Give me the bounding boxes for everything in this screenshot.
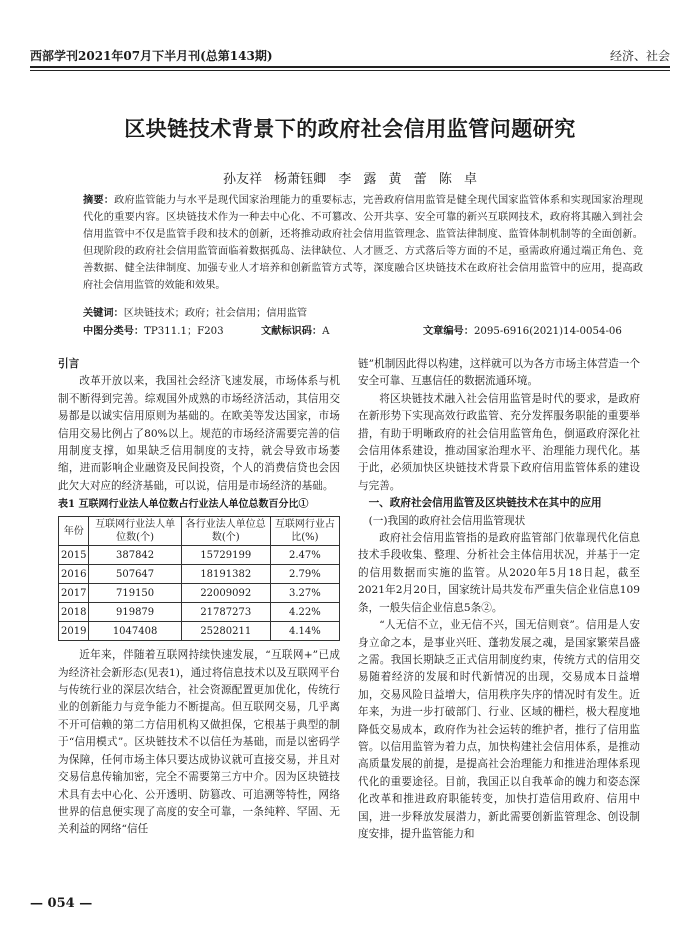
right-column xyxy=(358,356,640,843)
table-header-cell: 互联网行业占比(%) xyxy=(270,517,339,546)
table-header-row xyxy=(59,517,340,546)
data-table xyxy=(58,516,340,641)
table-row xyxy=(59,622,340,641)
abstract xyxy=(83,192,643,294)
keywords xyxy=(83,306,643,321)
document-code: 文献标识码：A xyxy=(261,325,330,337)
table-cell: 2018 xyxy=(59,603,89,622)
table-row xyxy=(59,584,340,603)
table-cell: 2.79% xyxy=(270,565,339,584)
abstract-label: 摘要： xyxy=(83,194,115,206)
table-cell: 3.27% xyxy=(270,584,339,603)
table-row xyxy=(59,603,340,622)
table-row xyxy=(59,546,340,565)
paragraph: 将区块链技术融入社会信用监管是时代的要求，是政府在新形势下实现高效行政监管、充分发挥服务职能的重要举措，有助于明晰政府的社会信用监管角色，倒逼政府深化社会信用体系建设，推动国家治理水平、治理能力现代化。基于此，必须加快区块链技术背景下政府信用监管体系的建设与完善。 xyxy=(358,392,640,492)
article-meta xyxy=(83,322,643,338)
table-cell: 507647 xyxy=(89,565,181,584)
table-cell: 21787273 xyxy=(181,603,270,622)
paragraph: 政府社会信用监管指的是政府监管部门依靠现代化信息技术手段收集、整理、分析社会主体信用状况，并基于一定的信用数据而实施的监管。从2020年5月18日起，截至2021年2月20日，国家统计局共发布严重失信企业信息109条，一般失信企业信息5条②。 xyxy=(358,532,640,614)
paragraph: 近年来，伴随着互联网持续快速发展，“互联网+”已成为经济社会新形态(见表1)，通过将信息技术以及互联网平台与传统行业的深层次结合，社会资源配置更加优化，传统行业的创新能力与竞争能力不断提高。但互联网交易，几乎离不开可信赖的第二方信用机构又做担保，它根基于典型的制于“信用模式”。区块链技术不以信任为基础，而是以密码学为保障，任何市场主体只要达成协议就可直接交易，并且对交易信息传输加密，完全不需要第三方中介。因为区块链技术具有去中心化、公开透明、防篡改、可追溯等特性，网络世界的信息便实现了高度的安全可靠，一条纯粹、罕固、无关利益的网络“信任 xyxy=(58,649,340,836)
table-cell: 2015 xyxy=(59,546,89,565)
article-number: 文章编号：2095-6916(2021)14-0054-06 xyxy=(423,325,622,337)
clc-number: 中图分类号：TP311.1；F203 xyxy=(83,325,224,337)
header-rule-thin xyxy=(30,70,670,71)
table-caption: 表1 互联网行业法人单位数占行业法人单位总数百分比① xyxy=(58,499,309,511)
table-header-cell: 年份 xyxy=(59,517,89,546)
article-authors: 孙友祥 杨萧钰卿 李 露 黄 蕾 陈 卓 xyxy=(223,172,477,187)
table-cell: 2017 xyxy=(59,584,89,603)
table-cell: 4.14% xyxy=(270,622,339,641)
keywords-text: 区块链技术；政府；社会信用；信用监管 xyxy=(123,308,308,319)
table-header-cell: 各行业法人单位总数(个) xyxy=(181,517,270,546)
paragraph: 链”机制因此得以构建，这样就可以为各方市场主体营造一个安全可靠、互惠信任的数据流通环境。 xyxy=(358,358,640,388)
table-cell: 2.47% xyxy=(270,546,339,565)
table-cell: 22009092 xyxy=(181,584,270,603)
section-header: 经济、社会 xyxy=(609,49,670,63)
table-cell: 4.22% xyxy=(270,603,339,622)
table-cell: 1047408 xyxy=(89,622,181,641)
paragraph: “人无信不立，业无信不兴，国无信则衰”。信用是人安身立命之本，是事业兴旺、蓬勃发展之魂，是国家繁荣昌盛之需。我国长期缺乏正式信用制度约束，传统方式的信用交易随着经济的发展和时代新情况的出现，交易成本日益增加，交易风险日益增大，信用秩序失序的情况时有发生。近年来，为进一步打破部门、行业、区域的栅栏，极大程度地降低交易成本，政府作为社会运转的维护者，推行了信用监管。以信用监管为着力点，加快构建社会信用体系，是推动高质量发展的前提，是提高社会治理能力和推进治理体系现代化的重要途径。目前，我国正以自我革命的魄力和姿态深化改革和推进政府职能转变，加快打造信用政府、信用中国，进一步释放发展潜力，新此需要创新监管理念、创设制度安排，提升监管能力和 xyxy=(358,619,640,840)
table-cell: 919879 xyxy=(89,603,181,622)
table-row xyxy=(59,565,340,584)
article-title: 区块链技术背景下的政府社会信用监管问题研究 xyxy=(124,116,576,141)
left-column xyxy=(58,356,340,839)
abstract-text: 政府监管能力与水平是现代国家治理能力的重要标志，完善政府信用监管是健全现代国家监管体系和实现国家治理现代化的重要内容。区块链技术作为一种去中心化、不可篡改、公开共享、安全可靠的新兴互联网技术，政府将其融入到社会信用监管中不仅是监管手段和技术的创新，还将推动政府社会信用监管理念、监管法律制度、监管体制机制等的全面创新。但现阶段的政府社会信用监管面临着数据孤岛、法律缺位、人才匮乏、方式落后等方面的不足，亟需政府通过端正角色、竞善数据、健全法律制度、加强专业人才培养和创新监管方式等，深度融合区块链技术在政府社会信用监管中的应用，提高政府社会信用监管的效能和效果。 xyxy=(83,195,643,291)
table-header-cell: 互联网行业法人单位数(个) xyxy=(89,517,181,546)
table-cell: 2019 xyxy=(59,622,89,641)
paragraph: 改革开放以来，我国社会经济飞速发展，市场体系与机制不断得到完善。综观国外成熟的市场经济活动，其信用交易都是以诚实信用原则为基础的。在欧美等发达国家，市场信用交易比例占了80%以上。规范的市场经济需要完善的信用制度支撑，如果缺乏信用制度的支持，就会导致市场萎缩，进而影响企业融资及民间投资，个人的消费信贷也会因此欠大对应的经济基础，可以说，信用是市场经济的基础。 xyxy=(58,375,340,492)
table-cell: 719150 xyxy=(89,584,181,603)
table-cell: 15729199 xyxy=(181,546,270,565)
table-cell: 25280211 xyxy=(181,622,270,641)
table-cell: 387842 xyxy=(89,546,181,565)
keywords-label: 关键词： xyxy=(83,307,124,319)
table-cell: 2016 xyxy=(59,565,89,584)
subsection-heading: (一)我国的政府社会信用监管现状 xyxy=(368,514,526,527)
table-cell: 18191382 xyxy=(181,565,270,584)
section-heading: 一、政府社会信用监管及区块链技术在其中的应用 xyxy=(368,497,602,510)
running-head xyxy=(30,47,670,67)
header-rule xyxy=(30,66,670,68)
intro-heading: 引言 xyxy=(58,358,80,370)
journal-header: 西部学刊2021年07月下半月刊(总第143期) xyxy=(30,49,273,63)
page-number: — 054 — xyxy=(30,896,93,911)
